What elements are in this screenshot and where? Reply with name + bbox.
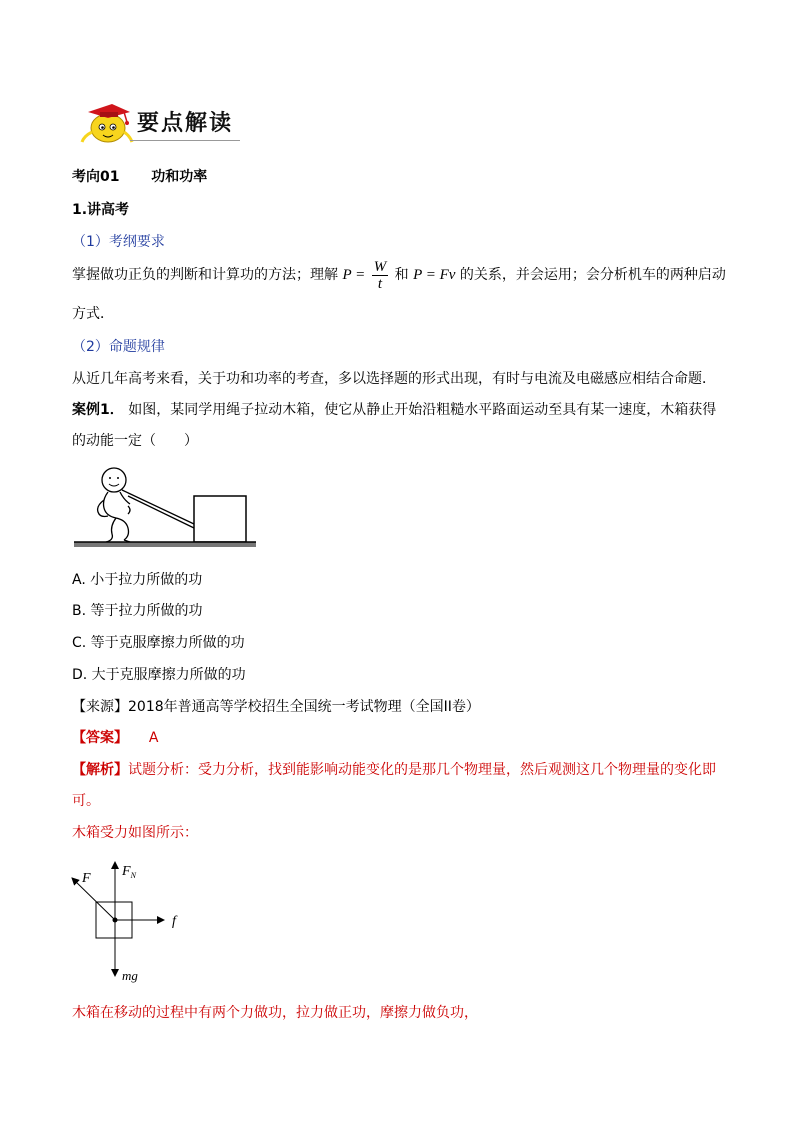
- analysis-text-1: 试题分析：受力分析，找到能影响动能变化的是那几个物理量，然后观测这几个物理量的变化即: [128, 762, 716, 778]
- requirement-text-a: 掌握做功正负的判断和计算功的方法；理解: [72, 267, 338, 283]
- equation-p-fv: P = Fv: [413, 267, 456, 283]
- answer-line: [72, 727, 158, 747]
- banner-underline: [130, 140, 240, 141]
- pattern-heading: （2）命题规律: [72, 339, 165, 355]
- analysis-line-3: 木箱受力如图所示：: [72, 825, 198, 841]
- equation-p: P =: [342, 267, 366, 283]
- pattern-text: 从近几年高考来看，关于功和功率的考查，多以选择题的形式出现，有时与电流及电磁感应相结合命题．: [72, 371, 716, 387]
- analysis-line-1: [72, 759, 716, 779]
- source-text: 2018年普通高等学校招生全国统一考试物理（全国II卷）: [128, 699, 480, 715]
- force-label-normal: $F_N$: [122, 864, 136, 880]
- banner-title: 要点解读: [137, 111, 234, 136]
- person-pulling-box-figure: [72, 466, 258, 550]
- case-line-2: 的动能一定（ ）: [72, 433, 198, 449]
- option-b: B. 等于拉力所做的功: [72, 603, 203, 619]
- source-line: [72, 696, 480, 716]
- option-c: C. 等于克服摩擦力所做的功: [72, 635, 245, 651]
- analysis-line-2: 可。: [72, 793, 100, 809]
- force-label-gravity: mg: [122, 968, 138, 983]
- analysis-line-4: 木箱在移动的过程中有两个力做功，拉力做正功，摩擦力做负功，: [72, 1005, 478, 1021]
- fraction-w-over-t: $\frac{W}{t}$: [373, 258, 387, 292]
- force-label-f-pull: F: [82, 871, 91, 886]
- option-a: A. 小于拉力所做的功: [72, 572, 203, 588]
- requirement-heading: （1）考纲要求: [72, 234, 165, 250]
- answer-value: A: [148, 730, 159, 746]
- requirement-text-b: 的关系，并会运用；会分析机车的两种启动: [459, 267, 726, 283]
- section-label: 考向01: [72, 169, 120, 185]
- case-text-1: 如图，某同学用绳子拉动木箱，使它从静止开始沿粗糙水平路面运动至具有某一速度，木箱获得: [128, 402, 717, 418]
- force-diagram: [64, 856, 194, 988]
- case-line-1: [72, 399, 716, 419]
- section-title: 功和功率: [151, 169, 208, 185]
- section-heading: [72, 166, 207, 186]
- requirement-and: 和: [394, 267, 409, 283]
- case-label: 案例1．: [72, 402, 124, 418]
- source-label: 【来源】: [72, 699, 128, 715]
- part-heading: 1.讲高考: [72, 202, 130, 218]
- analysis-label: 【解析】: [72, 762, 128, 778]
- mascot-icon: [78, 102, 134, 144]
- requirement-line-1: [72, 257, 726, 293]
- answer-label: 【答案】: [72, 730, 128, 746]
- option-d: D. 大于克服摩擦力所做的功: [72, 667, 246, 683]
- force-label-friction: f: [172, 914, 176, 929]
- requirement-line-2: 方式．: [72, 306, 114, 322]
